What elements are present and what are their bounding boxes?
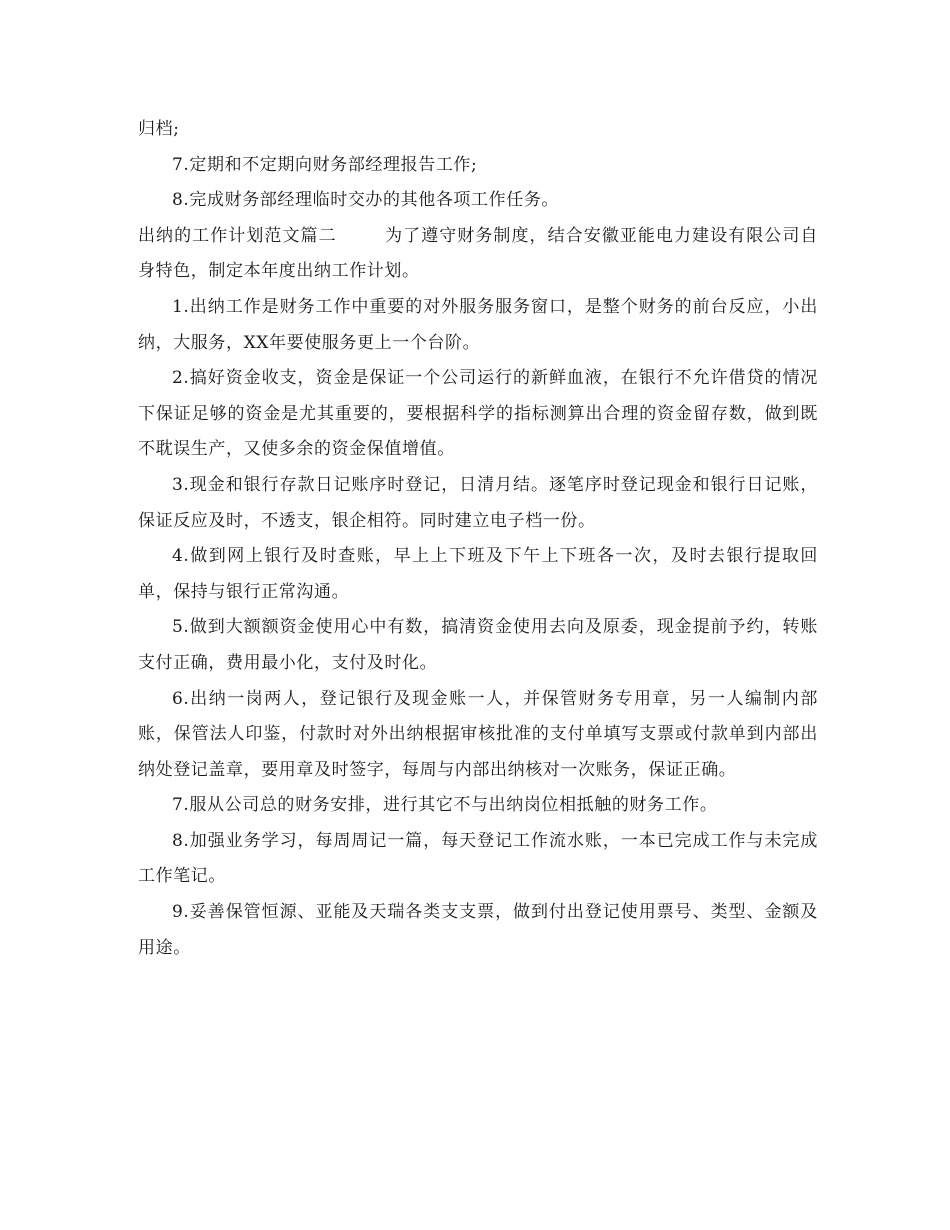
paragraph-plan-5: 5.做到大额额资金使用心中有数，搞清资金使用去向及原委，现金提前予约，转账支付正确，费用最小化，支付及时化。: [138, 617, 818, 673]
paragraph-plan-6: 6.出纳一岗两人，登记银行及现金账一人，并保管财务专用章，另一人编制内部账，保管法人印鉴，付款时对外出纳根据审核批准的支付单填写支票或付款单到内部出纳处登记盖章，要用章及时签字，每周与内部出纳核对一次账务，保证正确。: [138, 688, 818, 780]
paragraph-plan-2: 2.搞好资金收支，资金是保证一个公司运行的新鲜血液，在银行不允许借贷的情况下保证足够的资金是尤其重要的，要根据科学的指标测算出合理的资金留存数，做到既不耽误生产，又使多余的资金保值增值。: [138, 368, 818, 460]
paragraph-item-8-tasks: 8.完成财务部经理临时交办的其他各项工作任务。: [172, 190, 560, 211]
paragraph-plan-9: 9.妥善保管恒源、亚能及天瑞各类支支票，做到付出登记使用票号、类型、金额及用途。: [138, 902, 818, 958]
paragraph-plan-1: 1.出纳工作是财务工作中重要的对外服务服务窗口，是整个财务的前台反应，小出纳，大服务，XX年要使服务更上一个台阶。: [138, 296, 818, 353]
section-heading-paragraph: [138, 219, 818, 290]
paragraph-archive: 归档;: [138, 119, 180, 139]
document-body: [138, 112, 818, 966]
paragraph-plan-7: 7.服从公司总的财务安排，进行其它不与出纳岗位相抵触的财务工作。: [172, 795, 718, 816]
paragraph-item-7-report: 7.定期和不定期向财务部经理报告工作;: [172, 154, 478, 175]
paragraph-plan-3: 3.现金和银行存款日记账序时登记，日清月结。逐笔序时登记现金和银行日记账，保证反应及时，不透支，银企相符。同时建立电子档一份。: [138, 474, 818, 531]
section-heading: 出纳的工作计划范文篇二: [138, 225, 337, 246]
paragraph-plan-4: 4.做到网上银行及时查账，早上上下班及下午上下班各一次，及时去银行提取回单，保持与银行正常沟通。: [138, 546, 818, 602]
section-intro: 为了遵守财务制度，结合安徽亚能电力建设有限公司自身特色，制定本年度出纳工作计划。: [138, 225, 818, 282]
paragraph-plan-8: 8.加强业务学习，每周周记一篇，每天登记工作流水账，一本已完成工作与未完成工作笔记。: [138, 830, 818, 887]
